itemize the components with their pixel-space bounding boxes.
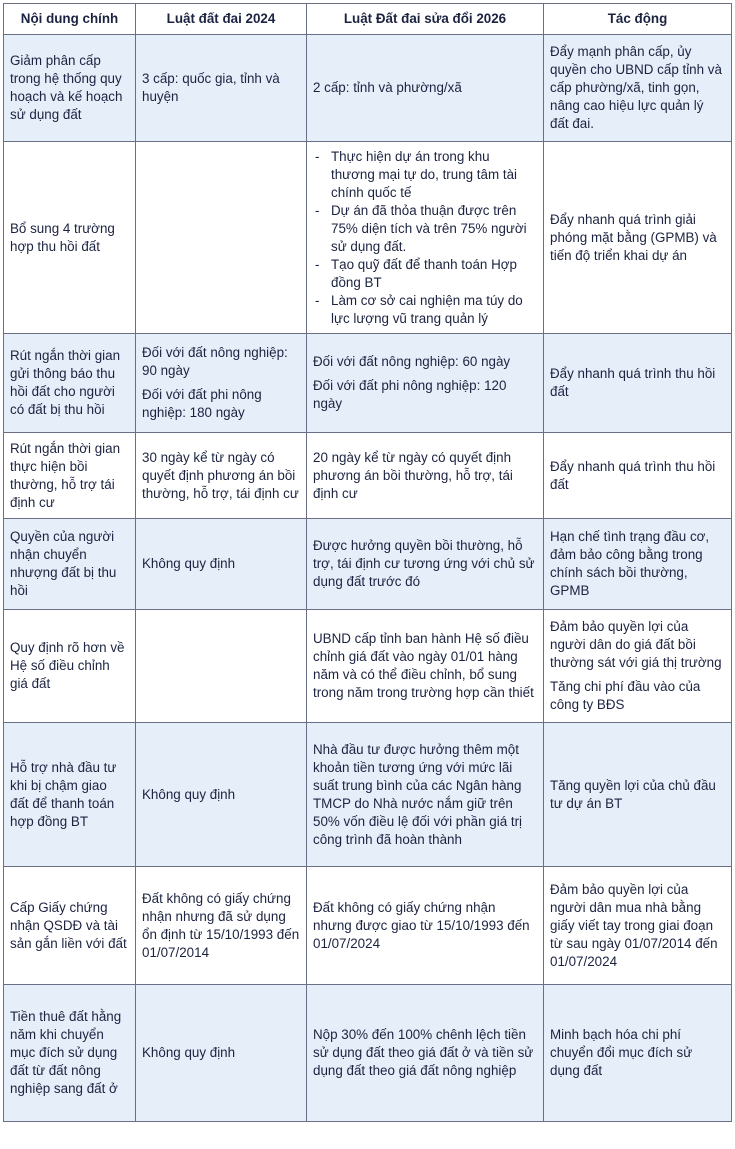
cell-law-2026 <box>307 723 544 867</box>
table-row <box>4 433 732 519</box>
cell-law-2024-text: 3 cấp: quốc gia, tỉnh và huyện <box>142 71 280 104</box>
cell-impact <box>544 610 732 723</box>
table-row <box>4 35 732 142</box>
table-row <box>4 142 732 334</box>
cell-law-2024 <box>136 723 307 867</box>
cell-law-2024 <box>136 519 307 610</box>
cell-law-2026-text: 20 ngày kể từ ngày có quyết định phương án bồi thường, hỗ trợ, tái định cư <box>313 449 513 501</box>
cell-impact-text: Đẩy mạnh phân cấp, ủy quyền cho UBND cấp tỉnh và cấp phường/xã, tinh gọn, nâng cao hiệu lực quản lý đất đai. <box>550 44 722 131</box>
cell-impact-text: Đẩy nhanh quá trình giải phóng mặt bằng (GPMB) và tiến độ triển khai dự án <box>550 211 717 263</box>
list-item: - Làm cơ sở cai nghiện ma túy do lực lượng vũ trang quản lý <box>313 292 537 328</box>
cell-law-2026-text: Đối với đất phi nông nghiệp: 120 ngày <box>313 378 507 411</box>
cell-law-2026-text: Nhà đầu tư được hưởng thêm một khoản tiền tương ứng với mức lãi suất trung bình của các Ngân hàng TMCP do Nhà nước nắm giữ trên 50% vốn điều lệ đối với phần giá trị công trình đã hoàn thành <box>313 741 523 847</box>
cell-law-2026-text: Được hưởng quyền bồi thường, hỗ trợ, tái định cư tương ứng với chủ sử dụng đất trước đó <box>313 538 535 589</box>
cell-law-2024-text: Đối với đất phi nông nghiệp: 180 ngày <box>142 387 262 420</box>
cell-law-2024-text: Không quy định <box>142 786 236 802</box>
cell-law-2024 <box>136 334 307 433</box>
table-row <box>4 610 732 723</box>
cell-impact <box>544 985 732 1122</box>
header-main-content: Nội dung chính <box>4 4 136 35</box>
cell-main-content: Quy định rõ hơn về Hệ số điều chỉnh giá đất <box>4 610 136 723</box>
cell-law-2026 <box>307 334 544 433</box>
cell-law-2026 <box>307 519 544 610</box>
cell-impact-text: Minh bạch hóa chi phí chuyển đổi mục đích sử dụng đất <box>550 1027 693 1078</box>
table-row <box>4 723 732 867</box>
cell-law-2026-text: Nộp 30% đến 100% chênh lệch tiền sử dụng đất theo giá đất ở và tiền sử dụng đất theo giá đất nông nghiệp <box>313 1027 534 1078</box>
cell-impact-text: Đẩy nhanh quá trình thu hồi đất <box>550 366 716 399</box>
cell-law-2026-text: 2 cấp: tỉnh và phường/xã <box>313 80 462 95</box>
table-row <box>4 334 732 433</box>
cell-law-2026 <box>307 433 544 519</box>
cell-impact-text: Đảm bảo quyền lợi của người dân mua nhà bằng giấy viết tay trong giai đoạn từ sau ngày 01/07/2014 đến 01/07/2024 <box>550 881 718 969</box>
cell-law-2026-text: UBND cấp tỉnh ban hành Hệ số điều chỉnh giá đất vào ngày 01/01 hàng năm và có thể điều chỉnh, bổ sung trong năm trong trường hợp cần thiết <box>313 631 534 700</box>
cell-law-2026 <box>307 867 544 985</box>
cell-impact <box>544 723 732 867</box>
cell-law-2026 <box>307 142 544 334</box>
cell-main-content: Giảm phân cấp trong hệ thống quy hoạch và kế hoạch sử dụng đất <box>4 35 136 142</box>
cell-law-2026-text: Đối với đất nông nghiệp: 60 ngày <box>313 354 511 369</box>
table-header-row <box>4 4 732 35</box>
header-law-2026: Luật Đất đai sửa đổi 2026 <box>307 4 544 35</box>
cell-main-content: Rút ngắn thời gian gửi thông báo thu hồi đất cho người có đất bị thu hồi <box>4 334 136 433</box>
cell-impact <box>544 433 732 519</box>
table-row <box>4 985 732 1122</box>
cell-law-2024 <box>136 867 307 985</box>
cell-impact <box>544 142 732 334</box>
header-impact: Tác động <box>544 4 732 35</box>
table-row <box>4 867 732 985</box>
cell-main-content: Quyền của người nhận chuyển nhượng đất bị thu hồi <box>4 519 136 610</box>
cell-law-2026 <box>307 610 544 723</box>
cell-main-content: Tiền thuê đất hằng năm khi chuyển mục đích sử dụng đất từ đất nông nghiệp sang đất ở <box>4 985 136 1122</box>
cell-law-2024 <box>136 433 307 519</box>
cell-impact-text: Đảm bảo quyền lợi của người dân do giá đất bồi thường sát với giá thị trường <box>550 619 722 670</box>
list-item: - Thực hiện dự án trong khu thương mại tự do, trung tâm tài chính quốc tế <box>313 148 537 202</box>
cell-impact <box>544 867 732 985</box>
cell-impact-text: Tăng quyền lợi của chủ đầu tư dự án BT <box>550 777 716 811</box>
table-row <box>4 519 732 610</box>
cell-law-2024 <box>136 985 307 1122</box>
new-cases-list <box>313 148 537 328</box>
cell-impact-text: Tăng chi phí đầu vào của công ty BĐS <box>550 679 701 712</box>
cell-law-2024 <box>136 35 307 142</box>
cell-main-content: Rút ngắn thời gian thực hiện bồi thường, hỗ trợ tái định cư <box>4 433 136 519</box>
cell-law-2026-text: Đất không có giấy chứng nhận nhưng được giao từ 15/10/1993 đến 01/07/2024 <box>313 899 530 951</box>
cell-law-2024 <box>136 610 307 723</box>
header-law-2024: Luật đất đai 2024 <box>136 4 307 35</box>
cell-law-2024-text: 30 ngày kể từ ngày có quyết định phương án bồi thường, hỗ trợ, tái định cư <box>142 449 299 501</box>
cell-law-2024 <box>136 142 307 334</box>
list-item: - Tạo quỹ đất để thanh toán Hợp đồng BT <box>313 256 537 292</box>
cell-main-content: Cấp Giấy chứng nhận QSDĐ và tài sản gắn liền với đất <box>4 867 136 985</box>
cell-law-2026 <box>307 35 544 142</box>
land-law-comparison-table <box>3 3 732 1122</box>
cell-main-content: Bổ sung 4 trường hợp thu hồi đất <box>4 142 136 334</box>
cell-impact <box>544 334 732 433</box>
cell-law-2024-text: Không quy định <box>142 1045 236 1060</box>
cell-impact-text: Hạn chế tình trạng đầu cơ, đảm bảo công bằng trong chính sách bồi thường, GPMB <box>550 529 710 598</box>
cell-law-2024-text: Đất không có giấy chứng nhận nhưng đã sử dụng ổn định từ 15/10/1993 đến 01/07/2014 <box>142 890 300 960</box>
cell-impact <box>544 519 732 610</box>
cell-impact <box>544 35 732 142</box>
cell-law-2024-text: Không quy định <box>142 556 236 571</box>
list-item: - Dự án đã thỏa thuận được trên 75% diện tích và trên 75% người sử dụng đất. <box>313 202 537 256</box>
cell-law-2024-text: Đối với đất nông nghiệp: 90 ngày <box>142 345 288 378</box>
cell-impact-text: Đẩy nhanh quá trình thu hồi đất <box>550 458 716 492</box>
cell-main-content: Hỗ trợ nhà đầu tư khi bị chậm giao đất để thanh toán hợp đồng BT <box>4 723 136 867</box>
cell-law-2026 <box>307 985 544 1122</box>
comparison-table-container <box>3 3 732 1122</box>
